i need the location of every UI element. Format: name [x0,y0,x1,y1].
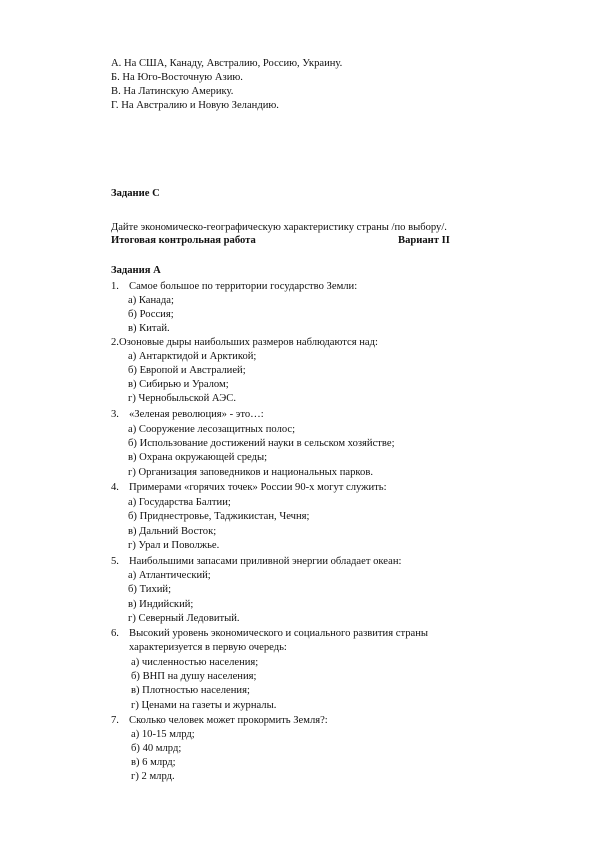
answer-d: Г. На Австралию и Новую Зеландию. [111,100,279,111]
option: в) Индийский; [128,599,194,610]
question-text: Самое большое по территории государство Земли: [129,281,358,292]
question-number: 5. [111,556,119,567]
question-number: 1. [111,281,119,292]
question-number: 3. [111,409,119,420]
option: а) Канада; [128,295,174,306]
option: в) Дальний Восток; [128,526,217,537]
option: б) Приднестровье, Таджикистан, Чечня; [128,511,310,522]
question-3 [111,408,264,422]
option: б) ВНП на душу населения; [131,671,257,682]
question-4 [111,481,387,495]
task-c-text: Дайте экономическо-географическую характеристику страны /по выбору/. [111,222,447,233]
option: г) Чернобыльской АЭС. [128,393,237,404]
answer-c: В. На Латинскую Америку. [111,86,234,97]
option: в) Охрана окружающей среды; [128,452,268,463]
answer-b: Б. На Юго-Восточную Азию. [111,72,243,83]
option: г) Северный Ледовитый. [128,613,240,624]
question-text: «Зеленая революция» - это…: [129,409,264,420]
option: в) Плотностью населения; [131,685,250,696]
option: а) Государства Балтии; [128,497,231,508]
option: а) Сооружение лесозащитных полос; [128,424,296,435]
question-1 [111,280,357,294]
option: а) численностью населения; [131,657,259,668]
question-text: Сколько человек может прокормить Земля?: [129,715,328,726]
question-number: 2. [111,337,119,348]
option: б) Европой и Австралией; [128,365,246,376]
option: г) Ценами на газеты и журналы. [131,700,277,711]
question-text: Высокий уровень экономического и социального развития страны [129,628,428,639]
question-5 [111,555,401,569]
question-7 [111,714,328,728]
answer-a: А. На США, Канаду, Австралию, Россию, Украину. [111,58,343,69]
option: б) Россия; [128,309,174,320]
question-text-continued: характеризуется в первую очередь: [129,642,287,653]
task-c-title: Задание С [111,188,160,199]
option: г) Организация заповедников и национальных парков. [128,467,373,478]
question-6 [111,627,428,641]
variant-label: Вариант II [398,235,450,246]
question-number: 4. [111,482,119,493]
task-a-title: Задания А [111,265,161,276]
option: в) Сибирью и Уралом; [128,379,229,390]
option: а) Атлантический; [128,570,211,581]
option: г) 2 млрд. [131,771,175,782]
option: б) Тихий; [128,584,172,595]
option: а) Антарктидой и Арктикой; [128,351,257,362]
question-text: Наибольшими запасами приливной энергии обладает океан: [129,556,402,567]
question-number: 7. [111,715,119,726]
question-2 [111,336,378,350]
option: г) Урал и Поволжье. [128,540,220,551]
option: б) 40 млрд; [131,743,182,754]
option: б) Использование достижений науки в сельском хозяйстве; [128,438,395,449]
final-work-title: Итоговая контрольная работа [111,235,256,246]
question-number: 6. [111,628,119,639]
option: в) 6 млрд; [131,757,176,768]
option: а) 10-15 млрд; [131,729,195,740]
question-text: Озоновые дыры наибольших размеров наблюдаются над: [119,337,378,348]
question-text: Примерами «горячих точек» России 90-х могут служить: [129,482,387,493]
option: в) Китай. [128,323,170,334]
